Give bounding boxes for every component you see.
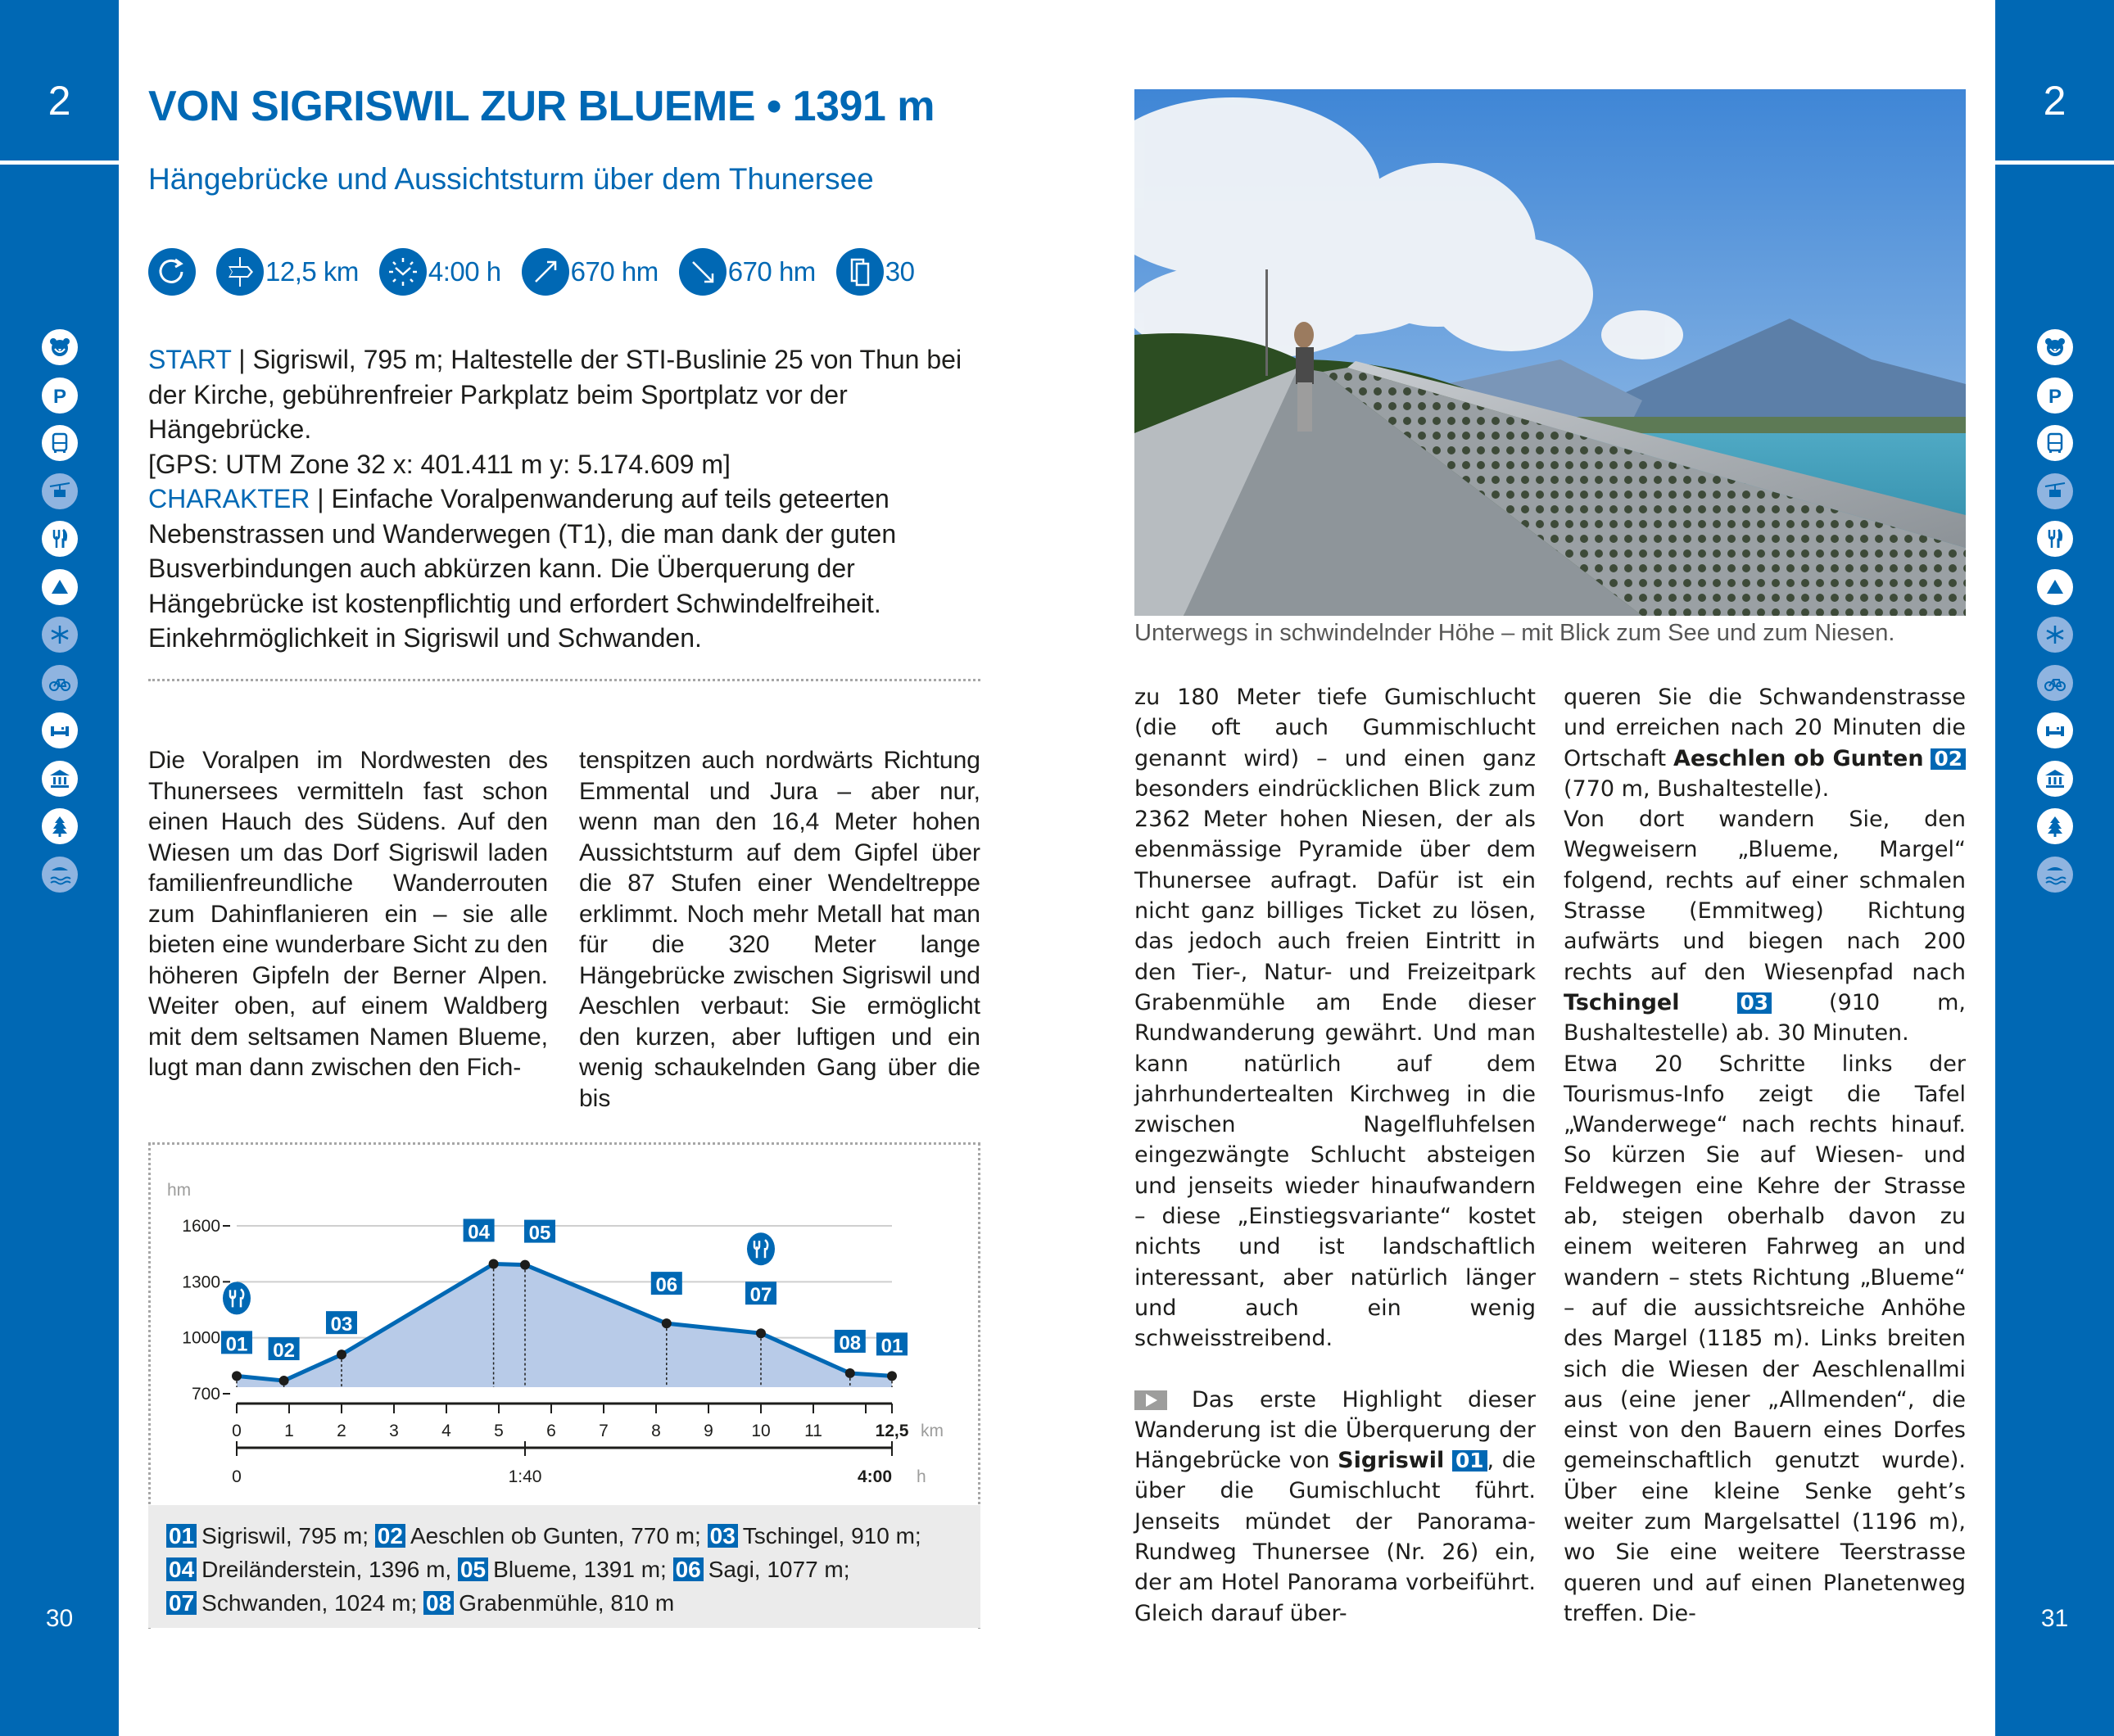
waypoint-badge-label: 06 — [655, 1274, 678, 1297]
time-tick-label: 1:40 — [508, 1467, 542, 1486]
legend-entry: Aeschlen ob Gunten, 770 m; — [410, 1523, 708, 1548]
x-tick-label: 11 — [804, 1422, 822, 1440]
winter-snowflake-icon — [42, 617, 78, 653]
legend-row — [166, 1519, 962, 1553]
map-page-value: 30 — [885, 256, 915, 287]
legend-entry: Tschingel, 910 m; — [742, 1523, 921, 1548]
restaurant-icon — [42, 521, 78, 557]
body-paragraph: Etwa 20 Schritte links der Tourismus-Info zeigt die Tafel „Wanderwege“ nach rechts hinauf. So kürzen Sie auf Wiesen- und Feldwegen eine Kehre der Strasse ab, steigen oberhalb davon zu einem weiteren Fahrweg an und wandern – stets Richtung „Blueme“ – auf die aussichtsreiche Anhöhe des Margel (1185 m). Links breiten sich die Wiesen der Aeschlenallmi aus (eine jener „Allmenden“, die einst von den Bauern eines Dorfes gemeinschaftlich genutzt wurde). Über eine kleine Senke geht’s weiter zum Margelsattel (1196 m), wo Sie eine weitere Teerstrasse queren und auf einen Planetenweg treffen. Die- — [1564, 1051, 1966, 1626]
stat-ascent — [522, 248, 659, 296]
x-tick-label: 8 — [651, 1422, 661, 1440]
waypoint-dot — [279, 1376, 289, 1386]
restaurant-icon — [747, 1232, 775, 1265]
kids-bear-icon — [2037, 329, 2073, 365]
signpost-icon — [216, 248, 264, 296]
character-label: CHARAKTER — [148, 484, 310, 513]
museum-icon — [2037, 761, 2073, 797]
x-tick-label: 10 — [751, 1422, 771, 1440]
stat-round-trip — [148, 248, 196, 296]
parking-icon — [42, 377, 78, 414]
restaurant-icon — [223, 1282, 251, 1314]
descent-arrow-icon — [679, 248, 727, 296]
y-tick-label: 1000 — [182, 1328, 220, 1348]
waypoint-badge-label: 08 — [839, 1331, 862, 1354]
summit-icon — [42, 569, 78, 605]
route-info — [148, 342, 984, 656]
left-chapter-sidebar — [0, 0, 119, 1736]
bus-icon — [2037, 425, 2073, 461]
start-label: START — [148, 345, 232, 374]
body-column-4 — [1564, 682, 1966, 1629]
character-text: | Einfache Voralpenwanderung auf teils geteerten Nebenstrassen und Wanderwegen (T1), die man dank der guten Busverbindungen auch abkürzen kann. Die Überquerung der Hängebrücke ist kostenpflichtig und erfordert Schwindelfreiheit. Einkehrmöglichkeit in Sigriswil und Schwanden. — [148, 484, 897, 653]
route-title: VON SIGRISWIL ZUR BLUEME • 1391 m — [148, 83, 935, 130]
intro-text-2: tenspitzen auch nordwärts Richtung Emmental und Jura – aber nur, wenn man den 16,4 Meter hohen Aussichtsturm auf dem Gipfel über die 87 Stufen einer Wendeltreppe erklimmt. Noch mehr Metall hat man für die 320 Meter lange Hängebrücke zwischen Sigriswil und Aeschlen verbaut: Sie ermöglicht den kurzen, aber luftigen und ein wenig schaukelnden Gang über die bis — [579, 747, 980, 1112]
swimming-icon — [42, 857, 78, 893]
intro-column-2 — [579, 745, 980, 1114]
body-paragraph: queren Sie die Schwandenstrasse und erreichen nach 20 Minuten die Ortschaft Aeschlen ob Gunten 02 (770 m, Bushaltestelle). — [1564, 685, 1966, 802]
bus-icon — [42, 425, 78, 461]
waypoint-badge-label: 05 — [528, 1222, 551, 1245]
page-number-right: 31 — [2040, 1605, 2069, 1632]
chapter-divider — [1995, 160, 2114, 165]
summit-icon — [2037, 569, 2073, 605]
chapter-number: 2 — [48, 78, 71, 124]
svg-text:P: P — [2048, 385, 2062, 408]
waypoint-dot — [756, 1328, 766, 1338]
time-tick-label: 0 — [232, 1467, 242, 1486]
body-paragraph-highlight: Das erste Highlight dieser Wanderung ist die Überquerung der Hängebrücke von Sigriswil 01 , die über die Gumischlucht führt. Jenseits mündet der Panorama-Rundweg Thunersee (Nr. 26) ein, der am Hotel Panorama vorbeiführt. Gleich darauf über- — [1134, 1386, 1536, 1626]
start-text: | Sigriswil, 795 m; Haltestelle der STI-Buslinie 25 von Thun bei der Kirche, gebührenfreier Parkplatz beim Sportplatz vor der Hängebrücke. — [148, 345, 962, 444]
ascent-arrow-icon — [522, 248, 569, 296]
legend-entry: Sigriswil, 795 m; — [201, 1523, 375, 1548]
waypoint-badge: 07 — [166, 1591, 197, 1615]
time-tick-label: 4:00 — [857, 1467, 892, 1486]
legend-row — [166, 1586, 962, 1620]
x-axis-unit: km — [921, 1422, 944, 1440]
nature-tree-icon — [42, 808, 78, 844]
restaurant-icon — [2037, 521, 2073, 557]
parking-icon — [2037, 377, 2073, 414]
bridge-photo — [1134, 89, 1966, 616]
waypoint-badge: 04 — [166, 1557, 197, 1581]
stat-map-page — [836, 248, 915, 296]
waypoint-dot — [337, 1349, 346, 1359]
map-pages-icon — [836, 248, 884, 296]
time-axis-unit: h — [917, 1467, 926, 1486]
kids-bear-icon — [42, 329, 78, 365]
route-stats — [148, 247, 935, 296]
clock-icon — [379, 248, 427, 296]
cable-car-icon — [42, 473, 78, 509]
facility-icons — [1995, 329, 2114, 904]
waypoint-badge: 02 — [1931, 748, 1966, 770]
facility-icons — [0, 329, 119, 904]
chapter-divider — [0, 160, 119, 165]
x-tick-label: 9 — [704, 1422, 713, 1440]
stat-duration — [379, 248, 501, 296]
right-chapter-sidebar — [1995, 0, 2114, 1736]
place-aeschlen: Aeschlen ob Gunten — [1673, 745, 1924, 771]
legend-entry: Blueme, 1391 m; — [493, 1557, 673, 1582]
stat-descent — [679, 248, 816, 296]
waypoint-badge-label: 01 — [225, 1333, 248, 1356]
body-column-3 — [1134, 682, 1536, 1629]
gps-coordinates: [GPS: UTM Zone 32 x: 401.411 m y: 5.174.609 m] — [148, 449, 731, 479]
waypoint-badge-label: 01 — [880, 1335, 903, 1358]
waypoint-dot — [887, 1371, 897, 1381]
stat-distance — [216, 248, 359, 296]
page-number-left: 30 — [45, 1605, 74, 1632]
waypoint-badge-label: 02 — [273, 1340, 295, 1363]
waypoint-dot — [489, 1259, 499, 1268]
x-tick-label: 5 — [494, 1422, 504, 1440]
waypoint-badge-label: 04 — [468, 1221, 490, 1244]
lodging-bed-icon — [42, 712, 78, 748]
legend-entry: Schwanden, 1024 m; — [201, 1590, 423, 1616]
waypoint-dot — [845, 1368, 855, 1378]
winter-snowflake-icon — [2037, 617, 2073, 653]
x-tick-label: 12,5 — [875, 1422, 909, 1440]
waypoint-dot — [662, 1318, 672, 1328]
intro-text-1: Die Voralpen im Nordwesten des Thunersees vermitteln fast schon einen Hauch des Südens. Auf den Wiesen um das Dorf Sigriswil laden familienfreundliche Wanderrouten zum Dahinflanieren ein – sie alle bieten eine wunderbare Sicht zu den höheren Gipfeln der Berner Alpen. Weiter oben, auf einem Waldberg mit dem seltsamen Namen Blueme, lugt man dann zwischen den Fich- — [148, 747, 548, 1081]
waypoint-badge-label: 07 — [749, 1284, 772, 1307]
bicycle-icon — [42, 665, 78, 701]
museum-icon — [42, 761, 78, 797]
section-divider — [148, 679, 980, 681]
x-tick-label: 7 — [599, 1422, 609, 1440]
x-tick-label: 4 — [441, 1422, 451, 1440]
play-marker-icon — [1134, 1390, 1167, 1410]
waypoint-badge: 05 — [458, 1557, 488, 1581]
ascent-value: 670 hm — [570, 256, 659, 287]
duration-value: 4:00 h — [428, 256, 501, 287]
body-paragraph: Von dort wandern Sie, den Wegweisern „Blueme, Margel“ folgend, rechts auf einer schmalen Strasse (Emmitweg) Richtung aufwärts und biegen nach 200 rechts auf den Wiesenpfad nach Tschingel 03 (910 m, Bushaltestelle) ab. 30 Minuten. — [1564, 807, 1966, 1047]
x-tick-label: 6 — [546, 1422, 556, 1440]
body-paragraph: zu 180 Meter tiefe Gumischlucht (die oft auch Gummischlucht genannt wird) – und einen ganz besonders eindrücklichen Blick zum 2362 Meter hohen Niesen, der als ebenmässige Pyramide über dem Thunersee aufragt. Dafür ist ein nicht ganz billiges Ticket zu lösen, das jedoch auch freien Eintritt in den Tier-, Natur- und Freizeitpark Grabenmühle am Ende dieser Rundwanderung gewährt. Und man kann natürlich auf dem jahrhundertealten Kirchweg in die zwischen Nagelfluhfelsen eingezwängte Schlucht absteigen und jenseits wieder hinaufwandern – diese „Einstiegsvariante“ kostet nichts und ist landschaftlich interessant, aber natürlich länger und auch ein wenig schweisstreibend. — [1134, 685, 1536, 1352]
waypoint-badge: 06 — [673, 1557, 704, 1581]
x-tick-label: 3 — [389, 1422, 399, 1440]
descent-value: 670 hm — [727, 256, 816, 287]
place-tschingel: Tschingel — [1564, 989, 1680, 1015]
chapter-number: 2 — [2043, 78, 2066, 124]
waypoint-badge: 03 — [1737, 992, 1772, 1014]
waypoint-badge: 02 — [375, 1524, 405, 1548]
round-trip-icon — [148, 248, 196, 296]
x-tick-label: 0 — [232, 1422, 242, 1440]
lodging-bed-icon — [2037, 712, 2073, 748]
bicycle-icon — [2037, 665, 2073, 701]
distance-value: 12,5 km — [265, 256, 359, 287]
waypoint-badge: 03 — [708, 1524, 738, 1548]
waypoint-badge-label: 03 — [330, 1313, 353, 1336]
suspension-bridge-image — [1134, 89, 1966, 616]
waypoint-dot — [520, 1260, 530, 1270]
legend-entry: Dreiländerstein, 1396 m, — [201, 1557, 458, 1582]
waypoint-legend — [148, 1505, 980, 1628]
nature-tree-icon — [2037, 808, 2073, 844]
legend-row — [166, 1553, 962, 1586]
swimming-icon — [2037, 857, 2073, 893]
place-sigriswil: Sigriswil — [1338, 1448, 1445, 1474]
waypoint-badge: 01 — [1452, 1450, 1487, 1472]
photo-caption: Unterwegs in schwindelnder Höhe – mit Blick zum See und zum Niesen. — [1134, 620, 1895, 646]
svg-text:P: P — [52, 385, 66, 408]
y-tick-label: 700 — [191, 1385, 220, 1404]
waypoint-dot — [232, 1371, 242, 1381]
y-axis-unit: hm — [167, 1181, 192, 1200]
y-tick-label: 1300 — [182, 1273, 220, 1292]
legend-entry: Grabenmühle, 810 m — [459, 1590, 675, 1616]
intro-column-1 — [148, 745, 548, 1083]
legend-entry: Sagi, 1077 m; — [708, 1557, 850, 1582]
elevation-chart — [151, 1145, 983, 1508]
waypoint-badge: 01 — [166, 1524, 197, 1548]
x-tick-label: 2 — [337, 1422, 346, 1440]
waypoint-badge: 08 — [423, 1591, 454, 1615]
y-tick-label: 1600 — [182, 1217, 220, 1236]
x-tick-label: 1 — [284, 1422, 294, 1440]
cable-car-icon — [2037, 473, 2073, 509]
route-subtitle: Hängebrücke und Aussichtsturm über dem Thunersee — [148, 162, 874, 196]
